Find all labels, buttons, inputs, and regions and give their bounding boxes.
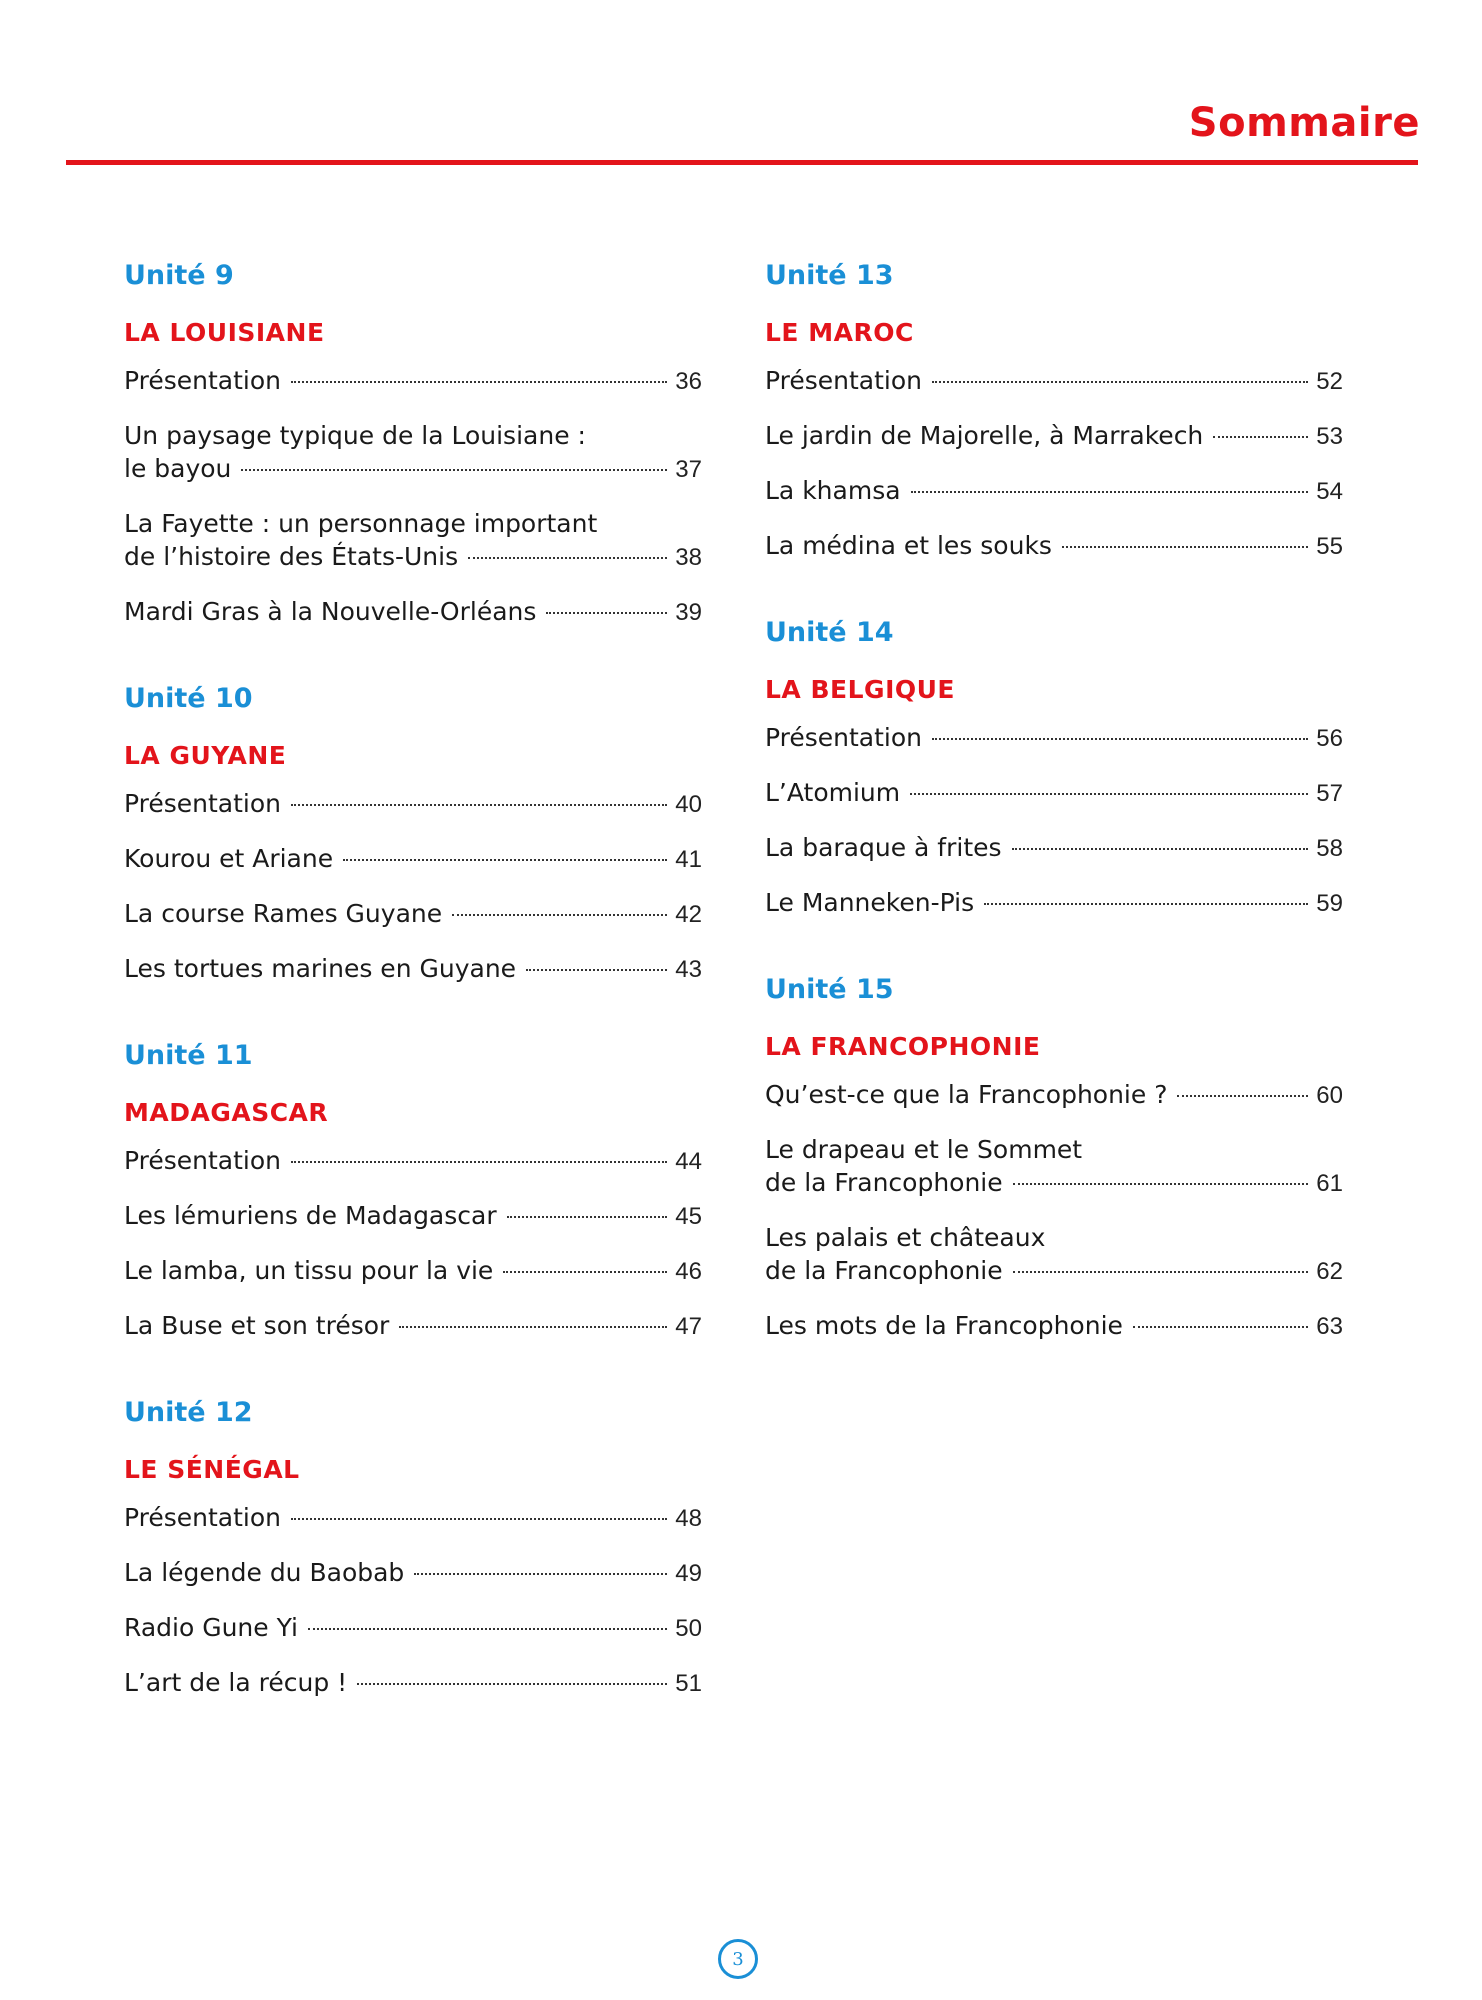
toc-entry[interactable]: [124, 952, 702, 986]
toc-entry[interactable]: [765, 364, 1343, 398]
toc-entry-title: Kourou et Ariane: [124, 844, 334, 873]
unit-section: [124, 679, 702, 986]
unit-country-heading: MADAGASCAR: [124, 1098, 329, 1127]
toc-entry-title: Le drapeau et le Sommet: [765, 1135, 1083, 1164]
toc-entry-title: Le jardin de Majorelle, à Marrakech: [765, 421, 1204, 450]
toc-entry[interactable]: [765, 1309, 1343, 1343]
toc-entry-title: Présentation: [765, 723, 923, 752]
toc-entry-line: [124, 842, 702, 876]
toc-page-number: 59: [1316, 890, 1343, 917]
toc-entry[interactable]: [124, 419, 702, 486]
toc-page-number: 62: [1316, 1258, 1343, 1285]
dot-leader: [526, 969, 667, 971]
toc-entry[interactable]: [124, 897, 702, 931]
unit-section: [765, 970, 1343, 1343]
dot-leader: [308, 1628, 667, 1630]
toc-entry-title: Un paysage typique de la Louisiane :: [124, 421, 586, 450]
toc-entry-line: [765, 831, 1343, 865]
dot-leader: [1012, 848, 1309, 850]
toc-entry-line: [124, 1501, 702, 1535]
toc-entry-title: Le Manneken-Pis: [765, 888, 975, 917]
dot-leader: [911, 491, 1309, 493]
unit-country-heading: LA FRANCOPHONIE: [765, 1032, 1041, 1061]
toc-entry-title: Le lamba, un tissu pour la vie: [124, 1256, 494, 1285]
toc-entry[interactable]: [765, 1221, 1343, 1288]
toc-page-number: 44: [675, 1148, 702, 1175]
toc-entry-line: [124, 419, 702, 452]
toc-entry-line: [124, 897, 702, 931]
toc-entry-title: Présentation: [124, 1503, 282, 1532]
dot-leader: [1013, 1183, 1309, 1185]
toc-entry[interactable]: [765, 776, 1343, 810]
page-number: 3: [718, 1939, 758, 1979]
toc-entry-title: Les tortues marines en Guyane: [124, 954, 517, 983]
toc-entry-title: Radio Gune Yi: [124, 1613, 298, 1642]
toc-entry-line: [124, 595, 702, 629]
unit-label: Unité 14: [765, 617, 894, 648]
toc-page-number: 63: [1316, 1313, 1343, 1340]
dot-leader: [1213, 436, 1308, 438]
toc-entry-line: [124, 1611, 702, 1645]
dot-leader: [1133, 1326, 1308, 1328]
toc-entry-title: L’Atomium: [765, 778, 901, 807]
toc-entry[interactable]: [124, 595, 702, 629]
dot-leader: [291, 1161, 667, 1163]
toc-entry-line: [124, 1199, 702, 1233]
toc-entry-title: de la Francophonie: [765, 1168, 1003, 1197]
toc-page-number: 50: [675, 1615, 702, 1642]
toc-entry-line: [765, 1133, 1343, 1166]
toc-entry-line: [765, 474, 1343, 508]
toc-column-left: [124, 256, 702, 1750]
dot-leader: [546, 612, 667, 614]
unit-section: [765, 256, 1343, 563]
toc-page-number: 49: [675, 1560, 702, 1587]
toc-entry[interactable]: [124, 1666, 702, 1700]
toc-entry-line: [765, 1078, 1343, 1112]
dot-leader: [507, 1216, 668, 1218]
toc-page-number: 43: [675, 956, 702, 983]
toc-page-number: 54: [1316, 478, 1343, 505]
toc-entry-line: [765, 1166, 1343, 1200]
toc-page-number: 41: [675, 846, 702, 873]
toc-entry[interactable]: [765, 831, 1343, 865]
toc-page-number: 39: [675, 599, 702, 626]
toc-entry[interactable]: [765, 474, 1343, 508]
unit-label: Unité 9: [124, 260, 234, 291]
toc-entry-title: La course Rames Guyane: [124, 899, 443, 928]
toc-entry-line: [124, 540, 702, 574]
toc-page-number: 37: [675, 456, 702, 483]
toc-entry-title: le bayou: [124, 454, 232, 483]
dot-leader: [503, 1271, 667, 1273]
toc-page-number: 42: [675, 901, 702, 928]
unit-country-heading: LE MAROC: [765, 318, 914, 347]
unit-section: [124, 1036, 702, 1343]
toc-entry[interactable]: [124, 1309, 702, 1343]
toc-entry-line: [765, 1254, 1343, 1288]
toc-entry-line: [124, 787, 702, 821]
toc-entry-line: [124, 507, 702, 540]
toc-entry-title: La Buse et son trésor: [124, 1311, 390, 1340]
toc-page-number: 48: [675, 1505, 702, 1532]
toc-entry[interactable]: [765, 1078, 1343, 1112]
toc-page-number: 58: [1316, 835, 1343, 862]
toc-page-number: 61: [1316, 1170, 1343, 1197]
toc-page-number: 53: [1316, 423, 1343, 450]
dot-leader: [357, 1683, 667, 1685]
toc-entry[interactable]: [765, 1133, 1343, 1200]
toc-entry[interactable]: [765, 886, 1343, 920]
toc-entry-line: [124, 1144, 702, 1178]
dot-leader: [241, 469, 667, 471]
unit-label: Unité 12: [124, 1397, 253, 1428]
toc-page-number: 40: [675, 791, 702, 818]
toc-entry-line: [765, 886, 1343, 920]
toc-entry-title: Les lémuriens de Madagascar: [124, 1201, 497, 1230]
dot-leader: [1013, 1271, 1309, 1273]
dot-leader: [291, 804, 667, 806]
dot-leader: [468, 557, 667, 559]
unit-section: [124, 1393, 702, 1700]
unit-label: Unité 15: [765, 974, 894, 1005]
toc-page-number: 60: [1316, 1082, 1343, 1109]
toc-entry-title: Qu’est-ce que la Francophonie ?: [765, 1080, 1168, 1109]
toc-entry-title: Présentation: [124, 789, 282, 818]
toc-entry-title: L’art de la récup !: [124, 1668, 348, 1697]
dot-leader: [414, 1573, 667, 1575]
toc-entry-title: Les mots de la Francophonie: [765, 1311, 1123, 1340]
toc-entry-title: La légende du Baobab: [124, 1558, 405, 1587]
toc-entry[interactable]: [765, 721, 1343, 755]
toc-entry-title: La médina et les souks: [765, 531, 1052, 560]
header-divider: [66, 160, 1418, 165]
toc-page-number: 36: [675, 368, 702, 395]
toc-entry[interactable]: [124, 507, 702, 574]
toc-entry[interactable]: [124, 364, 702, 398]
dot-leader: [932, 381, 1308, 383]
toc-entry-line: [765, 1309, 1343, 1343]
dot-leader: [399, 1326, 667, 1328]
toc-page-number: 57: [1316, 780, 1343, 807]
toc-entry-line: [124, 1666, 702, 1700]
toc-entry-line: [765, 364, 1343, 398]
toc-entry-title: La khamsa: [765, 476, 901, 505]
toc-entry-line: [124, 1309, 702, 1343]
toc-entry-line: [765, 529, 1343, 563]
toc-entry-title: Présentation: [124, 366, 282, 395]
toc-page-number: 47: [675, 1313, 702, 1340]
toc-entry-line: [124, 364, 702, 398]
toc-entry-line: [765, 419, 1343, 453]
toc-entry-title: La baraque à frites: [765, 833, 1002, 862]
toc-entry[interactable]: [124, 842, 702, 876]
toc-page-number: 45: [675, 1203, 702, 1230]
toc-entry[interactable]: [124, 1611, 702, 1645]
dot-leader: [343, 859, 667, 861]
unit-label: Unité 11: [124, 1040, 253, 1071]
toc-entry[interactable]: [765, 529, 1343, 563]
unit-section: [765, 613, 1343, 920]
toc-entry[interactable]: [124, 787, 702, 821]
dot-leader: [452, 914, 667, 916]
toc-entry[interactable]: [124, 1144, 702, 1178]
page-title: Sommaire: [1188, 100, 1420, 146]
toc-entry-title: Présentation: [124, 1146, 282, 1175]
unit-country-heading: LE SÉNÉGAL: [124, 1455, 300, 1484]
toc-page-number: 51: [675, 1670, 702, 1697]
dot-leader: [932, 738, 1308, 740]
dot-leader: [1062, 546, 1308, 548]
dot-leader: [291, 381, 667, 383]
toc-entry-title: de la Francophonie: [765, 1256, 1003, 1285]
toc-page-number: 38: [675, 544, 702, 571]
dot-leader: [291, 1518, 667, 1520]
toc-entry[interactable]: [124, 1501, 702, 1535]
toc-entry-line: [124, 1254, 702, 1288]
toc-page-number: 55: [1316, 533, 1343, 560]
dot-leader: [1177, 1095, 1308, 1097]
toc-entry[interactable]: [124, 1254, 702, 1288]
toc-entry-title: Mardi Gras à la Nouvelle-Orléans: [124, 597, 537, 626]
toc-entry-title: Présentation: [765, 366, 923, 395]
dot-leader: [984, 903, 1308, 905]
toc-page-number: 52: [1316, 368, 1343, 395]
toc-page-number: 46: [675, 1258, 702, 1285]
toc-page-number: 56: [1316, 725, 1343, 752]
unit-country-heading: LA GUYANE: [124, 741, 287, 770]
unit-country-heading: LA BELGIQUE: [765, 675, 955, 704]
toc-entry-line: [765, 1221, 1343, 1254]
toc-entry[interactable]: [124, 1556, 702, 1590]
toc-entry-title: de l’histoire des États-Unis: [124, 542, 459, 571]
toc-entry[interactable]: [765, 419, 1343, 453]
toc-entry-line: [765, 776, 1343, 810]
toc-entry-line: [124, 952, 702, 986]
unit-section: [124, 256, 702, 629]
unit-label: Unité 10: [124, 683, 253, 714]
toc-entry-line: [124, 1556, 702, 1590]
toc-entry[interactable]: [124, 1199, 702, 1233]
toc-entry-title: La Fayette : un personnage important: [124, 509, 598, 538]
toc-entry-line: [124, 452, 702, 486]
toc-entry-line: [765, 721, 1343, 755]
unit-label: Unité 13: [765, 260, 894, 291]
toc-column-right: [765, 256, 1343, 1393]
dot-leader: [910, 793, 1308, 795]
toc-entry-title: Les palais et châteaux: [765, 1223, 1046, 1252]
unit-country-heading: LA LOUISIANE: [124, 318, 325, 347]
